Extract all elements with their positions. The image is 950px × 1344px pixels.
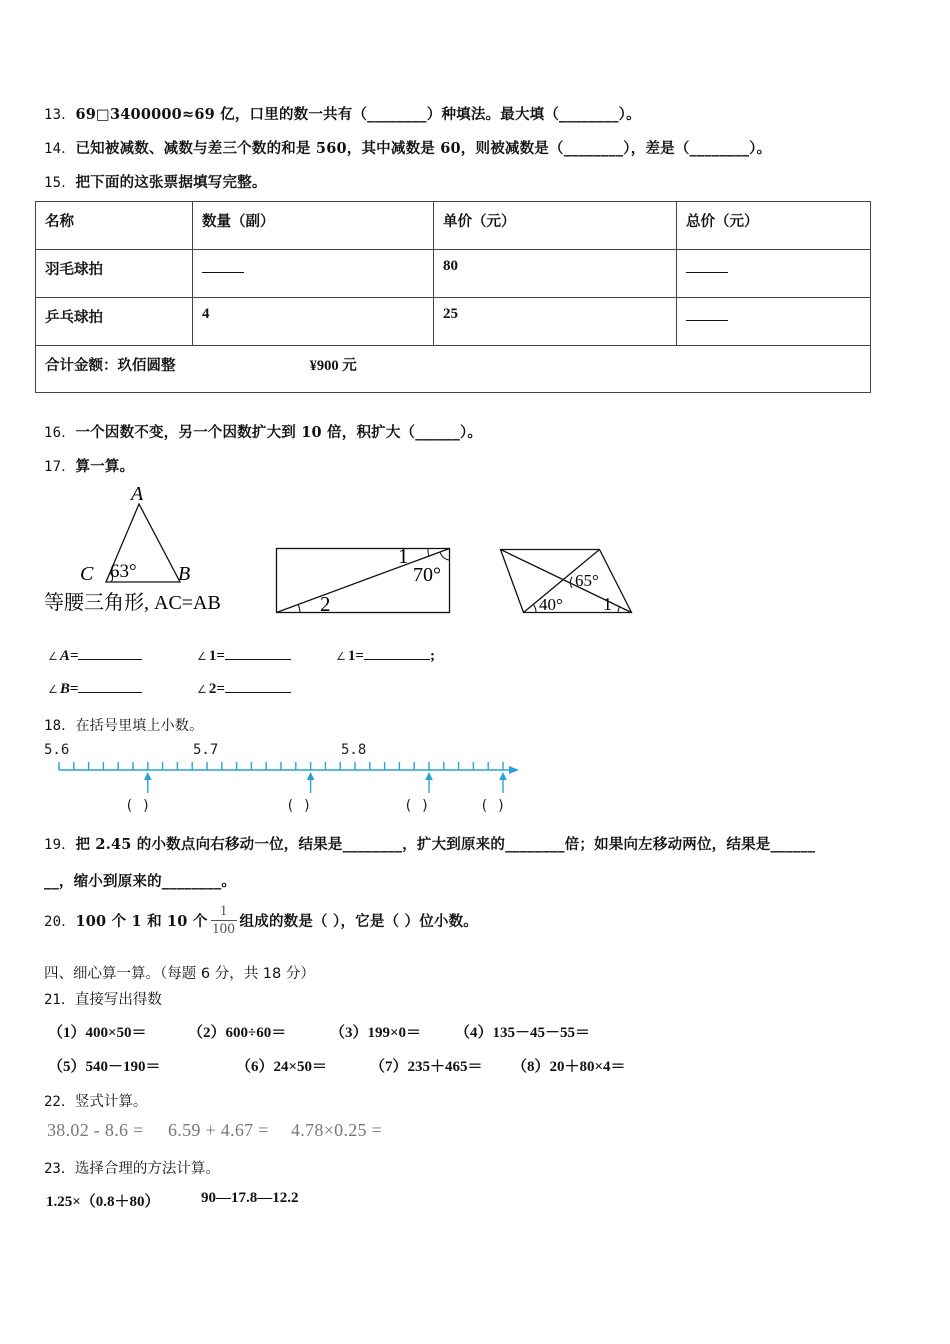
answer-paren[interactable]: ( ) (404, 798, 430, 814)
fraction-numerator: 1 (219, 903, 228, 919)
question-text: 在括号里填上小数。 (75, 718, 204, 734)
question-22 (44, 1090, 147, 1111)
question-14 (44, 137, 771, 158)
total-blank[interactable] (677, 250, 871, 298)
arrow-icon (144, 772, 152, 793)
receipt-table (35, 201, 871, 393)
item-name: 乒乓球拍 (36, 298, 193, 346)
angle-icon: ∠ (48, 651, 58, 663)
sum-label: 合计金额：玖佰圆整 (45, 357, 176, 374)
angle-70-value: 70° (413, 564, 441, 586)
answer-paren[interactable]: ( ) (480, 798, 506, 814)
question-number: 21． (44, 992, 75, 1008)
question-text: 直接写出得数 (74, 992, 162, 1008)
quantity-blank[interactable] (193, 250, 434, 298)
fraction (211, 903, 237, 938)
question-text: 已知被减数、减数与差三个数的和是 560，其中减数是 60，则被减数是（________），差是（________）。 (75, 140, 772, 157)
angle-icon: ∠ (48, 684, 58, 696)
answer-blank[interactable] (202, 272, 244, 273)
answer-blank[interactable] (364, 659, 430, 660)
tick-marks (59, 762, 503, 770)
vertex-a-label: A (131, 483, 144, 505)
question-text: 一个因数不变，另一个因数扩大到 10 倍，积扩大（______）。 (75, 424, 483, 441)
arrow-icon (307, 772, 315, 793)
question-21 (44, 988, 162, 1009)
oral-calc-item: （4）135－45－55＝ (455, 1025, 591, 1041)
oral-calc-item: （6）24×50＝ (236, 1059, 328, 1075)
question-18 (44, 715, 203, 735)
question-number: 18． (44, 718, 76, 734)
number-line-label: 5.8 (341, 742, 367, 758)
table-header: 数量（副） (193, 202, 434, 250)
answer-paren[interactable]: ( ) (125, 798, 151, 814)
isosceles-triangle-figure (40, 480, 260, 620)
question-text: 69□3400000≈69 亿，口里的数一共有（________）种填法。最大填（________）。 (75, 106, 641, 123)
unit-price: 25 (434, 298, 677, 346)
oral-calc-item: （5）540－190＝ (48, 1059, 161, 1075)
total-blank[interactable] (677, 298, 871, 346)
answer-blank[interactable] (225, 659, 291, 660)
table-header: 名称 (36, 202, 193, 250)
vertical-calc-item: 38.02 - 8.6 = (47, 1120, 144, 1140)
question-text: __，缩小到原来的________。 (44, 873, 237, 890)
oral-calc-item: （2）600÷60＝ (188, 1025, 287, 1041)
question-15 (44, 171, 267, 192)
rectangle-diagonal-figure (270, 540, 460, 620)
parallelogram-figure (495, 540, 640, 620)
question-17 (44, 455, 134, 476)
vertex-c-label: C (80, 563, 94, 585)
answer-blank[interactable] (78, 659, 142, 660)
question-text: 100 个 1 和 10 个 (75, 913, 208, 930)
answer-blank[interactable] (78, 692, 142, 693)
question-20 (44, 903, 478, 938)
angle-1-label: 1 (603, 594, 612, 614)
question-text: 把下面的这张票据填写完整。 (75, 174, 267, 191)
oral-calc-item: （8）20＋80×4＝ (512, 1059, 626, 1075)
question-number: 14． (44, 141, 76, 157)
table-sum-row (36, 346, 871, 393)
fraction-denominator: 100 (211, 921, 236, 937)
question-text: 算一算。 (75, 458, 135, 475)
angle-40-value: 40° (539, 595, 563, 614)
item-name: 羽毛球拍 (36, 250, 193, 298)
question-13 (44, 103, 641, 124)
answer-angle-a: ∠ A= (48, 648, 142, 665)
sum-cell (36, 346, 871, 393)
number-line-label: 5.6 (44, 742, 70, 758)
question-number: 15． (44, 175, 76, 191)
number-line-label: 5.7 (193, 742, 219, 758)
simplify-calc-item: 1.25×（0.8＋80） (46, 1194, 160, 1210)
question-text: 组成的数是（ ），它是（ ）位小数。 (239, 913, 478, 930)
sum-value: ¥900 元 (309, 358, 357, 374)
angle-c-value: 63° (110, 561, 137, 582)
question-number: 16． (44, 425, 76, 441)
question-number: 20． (44, 913, 76, 930)
simplify-calc-item: 90—17.8—12.2 (201, 1190, 299, 1206)
arrow-icon (499, 772, 507, 793)
table-header-row (36, 202, 871, 250)
angle-65-value: 65° (575, 571, 599, 590)
answer-paren[interactable]: ( ) (286, 798, 312, 814)
angle-2-label: 2 (320, 592, 331, 616)
oral-calc-item: （1）400×50＝ (48, 1025, 147, 1041)
vertical-calc-item: 4.78×0.25 = (291, 1120, 383, 1140)
question-number: 17． (44, 459, 76, 475)
question-16 (44, 421, 482, 442)
answer-angle-2: ∠ 2= (197, 681, 291, 698)
arrow-icon (425, 772, 433, 793)
angle-1-label: 1 (398, 544, 409, 568)
question-number: 23． (44, 1161, 75, 1177)
question-number: 19． (44, 837, 76, 853)
answer-blank[interactable] (225, 692, 291, 693)
oral-calc-item: （7）235＋465＝ (370, 1059, 483, 1075)
table-row (36, 250, 871, 298)
question-19-line2 (44, 870, 236, 891)
table-header: 总价（元） (677, 202, 871, 250)
table-header: 单价（元） (434, 202, 677, 250)
angle-icon: ∠ (197, 684, 207, 696)
section-heading: 四、细心算一算。（每题 6 分，共 18 分） (44, 966, 315, 982)
triangle-caption: 等腰三角形, AC=AB (44, 592, 221, 614)
question-number: 22． (44, 1094, 75, 1110)
angle-icon: ∠ (197, 651, 207, 663)
question-number: 13． (44, 107, 76, 123)
question-text: 把 2.45 的小数点向右移动一位，结果是________，扩大到原来的________倍；如果向左移动两位，结果是______ (75, 836, 816, 853)
question-text: 选择合理的方法计算。 (74, 1161, 220, 1177)
table-row (36, 298, 871, 346)
vertical-calc-item: 6.59 + 4.67 = (168, 1120, 269, 1140)
unit-price: 80 (434, 250, 677, 298)
question-19-line1 (44, 833, 815, 854)
oral-calc-item: （3）199×0＝ (330, 1025, 422, 1041)
angle-icon: ∠ (336, 651, 346, 663)
answer-angle-b: ∠ B= (48, 681, 142, 698)
answer-blank[interactable] (686, 320, 728, 321)
answer-angle-1-para: ∠ 1= ; (336, 648, 435, 664)
answer-angle-1-rect: ∠ 1= (197, 648, 291, 665)
question-text: 竖式计算。 (74, 1094, 148, 1110)
answer-blank[interactable] (686, 272, 728, 273)
quantity: 4 (193, 298, 434, 346)
vertex-b-label: B (178, 563, 191, 585)
number-line (50, 755, 530, 800)
question-23 (44, 1157, 220, 1178)
